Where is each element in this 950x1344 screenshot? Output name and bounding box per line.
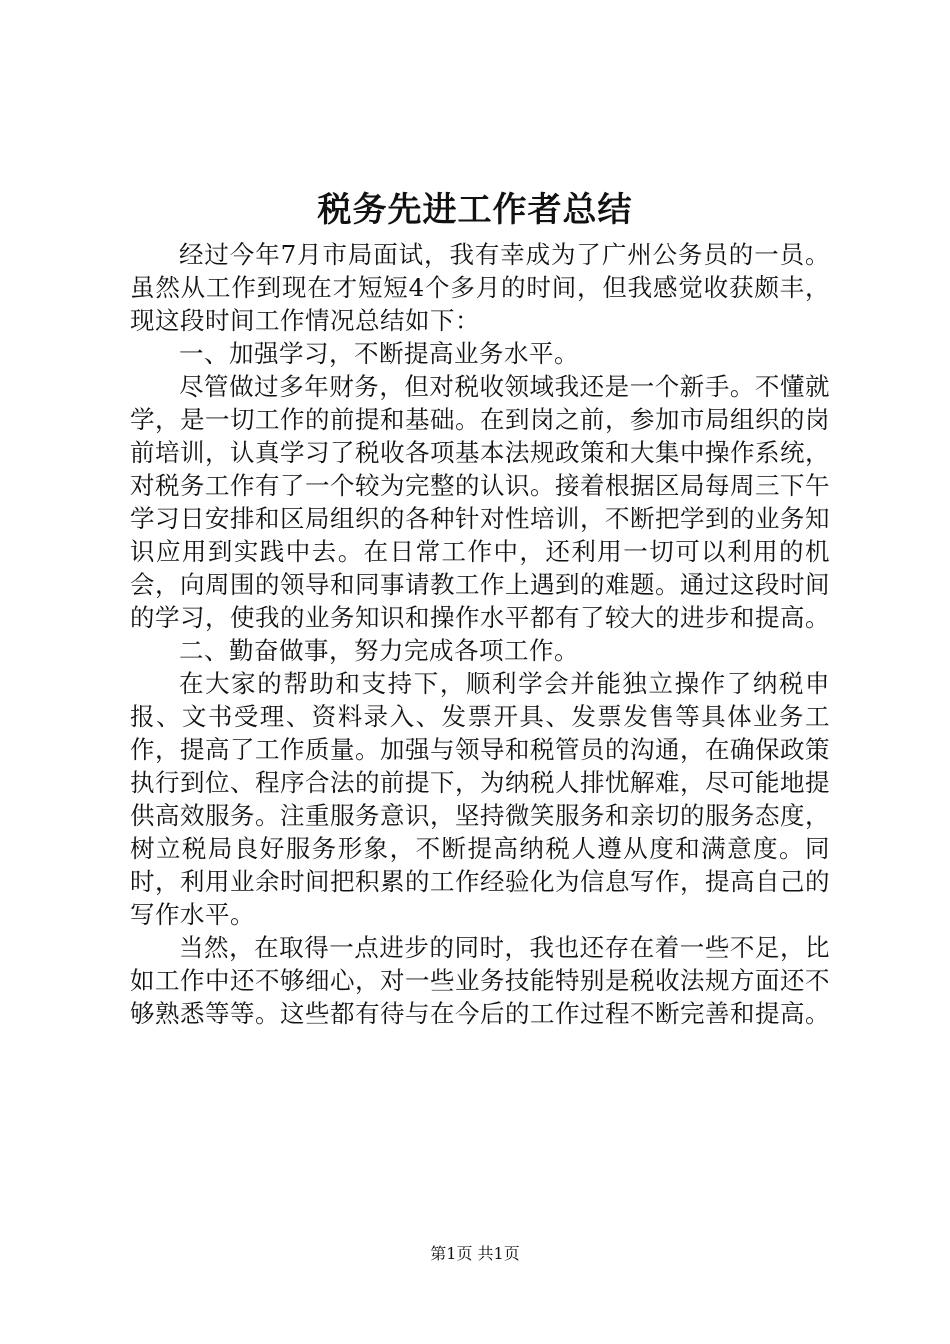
document-title: 税务先进工作者总结	[317, 190, 633, 230]
paragraph-shortcomings: 当然，在取得一点进步的同时，我也还存在着一些不足，比如工作中还不够细心，对一些业务技能特别是税收法规方面还不够熟悉等等。这些都有待与在今后的工作过程不断完善和提高。	[130, 933, 830, 1028]
section-heading-2: 二、勤奋做事，努力完成各项工作。	[179, 636, 579, 665]
document-body	[130, 238, 830, 1030]
section-heading-1: 一、加强学习，不断提高业务水平。	[179, 339, 579, 368]
paragraph-work: 在大家的帮助和支持下，顺利学会并能独立操作了纳税申报、文书受理、资料录入、发票开具、发票发售等具体业务工作，提高了工作质量。加强与领导和税管员的沟通，在确保政策执行到位、程序合法的前提下，为纳税人排忧解难，尽可能地提供高效服务。注重服务意识，坚持微笑服务和亲切的服务态度，树立税局良好服务形象，不断提高纳税人遵从度和满意度。同时，利用业余时间把积累的工作经验化为信息写作，提高自己的写作水平。	[130, 669, 830, 929]
paragraph-study: 尽管做过多年财务，但对税收领域我还是一个新手。不懂就学，是一切工作的前提和基础。在到岗之前，参加市局组织的岗前培训，认真学习了税收各项基本法规政策和大集中操作系统，对税务工作有了一个较为完整的认识。接着根据区局每周三下午学习日安排和区局组织的各种针对性培训，不断把学到的业务知识应用到实践中去。在日常工作中，还利用一切可以利用的机会，向周围的领导和同事请教工作上遇到的难题。通过这段时间的学习，使我的业务知识和操作水平都有了较大的进步和提高。	[130, 372, 830, 632]
paragraph-intro: 经过今年7月市局面试，我有幸成为了广州公务员的一员。虽然从工作到现在才短短4个多月的时间，但我感觉收获颇丰，现这段时间工作情况总结如下：	[130, 240, 830, 335]
page-footer: 第1页 共1页	[430, 1244, 520, 1263]
